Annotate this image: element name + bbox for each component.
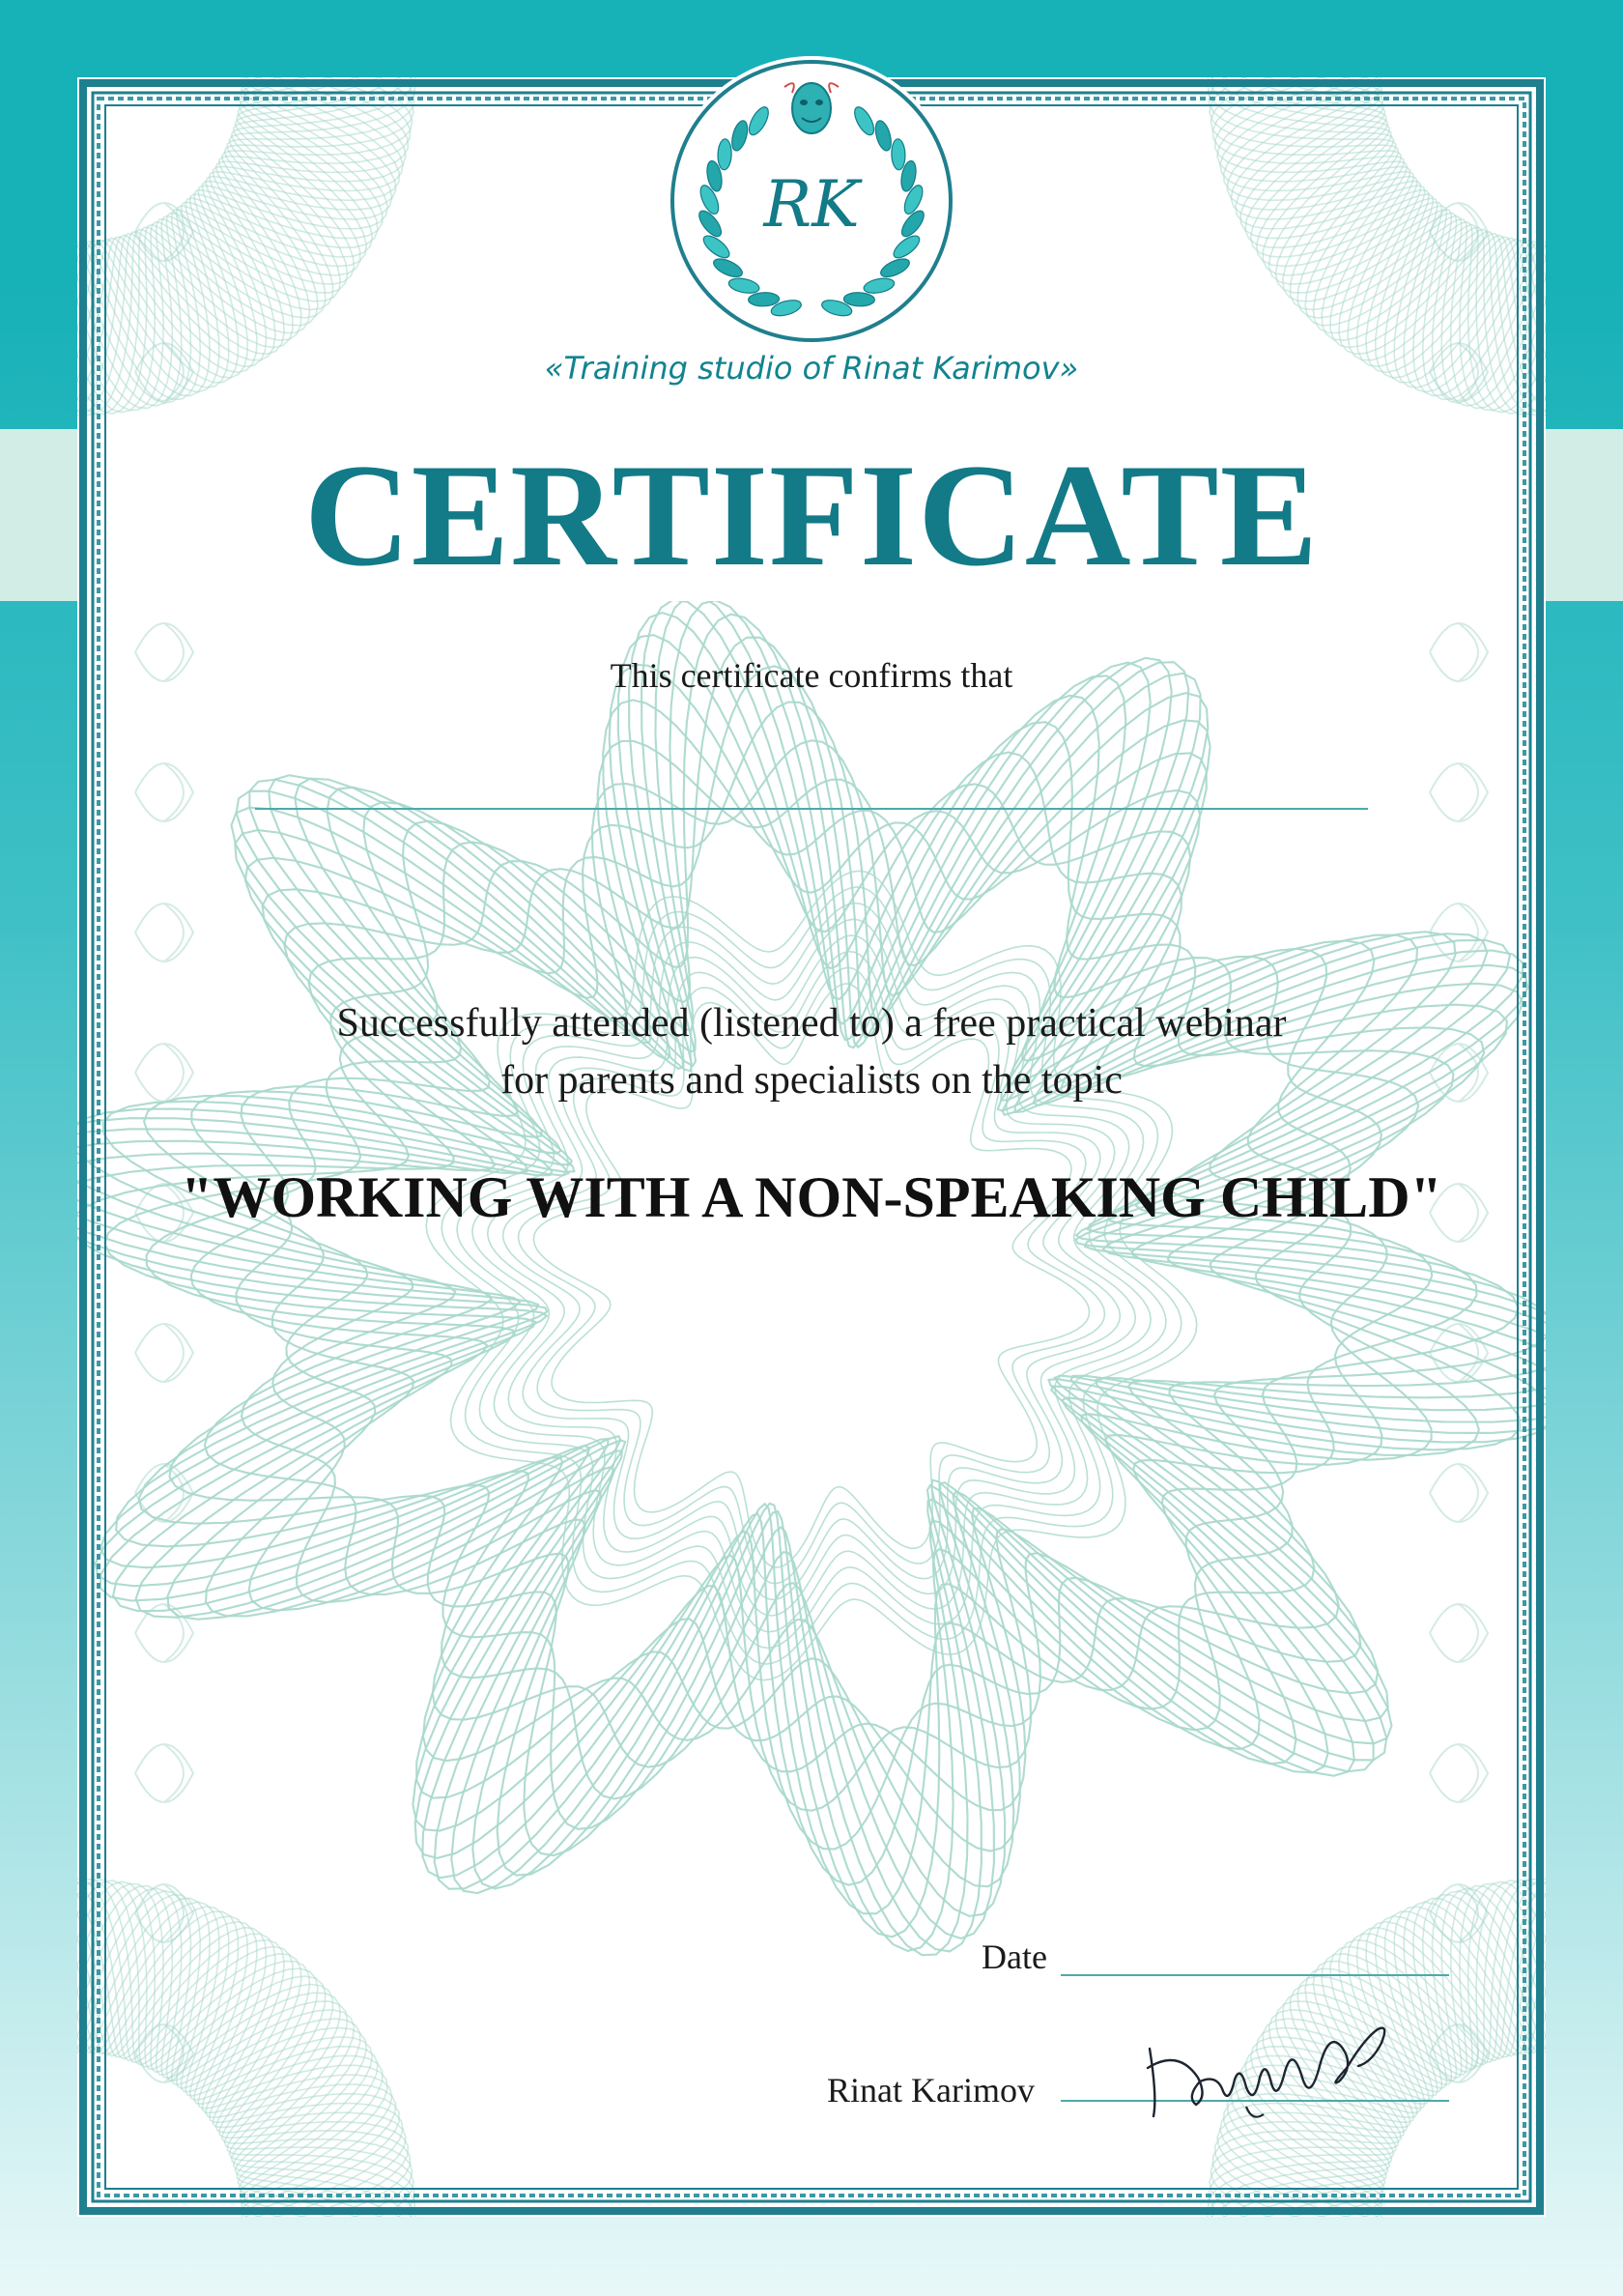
studio-name: «Training studio of Rinat Karimov» (544, 350, 1079, 387)
decorative-border (77, 77, 1546, 2217)
certificate-title: CERTIFICATE (303, 434, 1320, 596)
confirm-text: This certificate confirms that (610, 656, 1013, 695)
recipient-name-line (255, 808, 1368, 810)
webinar-topic: "WORKING WITH A NON-SPEAKING CHILD" (181, 1165, 1442, 1229)
author-label: Rinat Karimov (827, 2071, 1035, 2109)
studio-emblem (665, 54, 958, 348)
handwritten-signature (1140, 2010, 1401, 2126)
monogram: RK (763, 167, 860, 242)
certificate-sheet (77, 77, 1546, 2217)
attended-line-1: Successfully attended (listened to) a free practical webinar (336, 1001, 1287, 1046)
attended-line-2: for parents and specialists on the topic (500, 1058, 1123, 1103)
date-line (1061, 1974, 1449, 1976)
date-label: Date (982, 1937, 1047, 1976)
attended-text (77, 995, 1546, 1109)
